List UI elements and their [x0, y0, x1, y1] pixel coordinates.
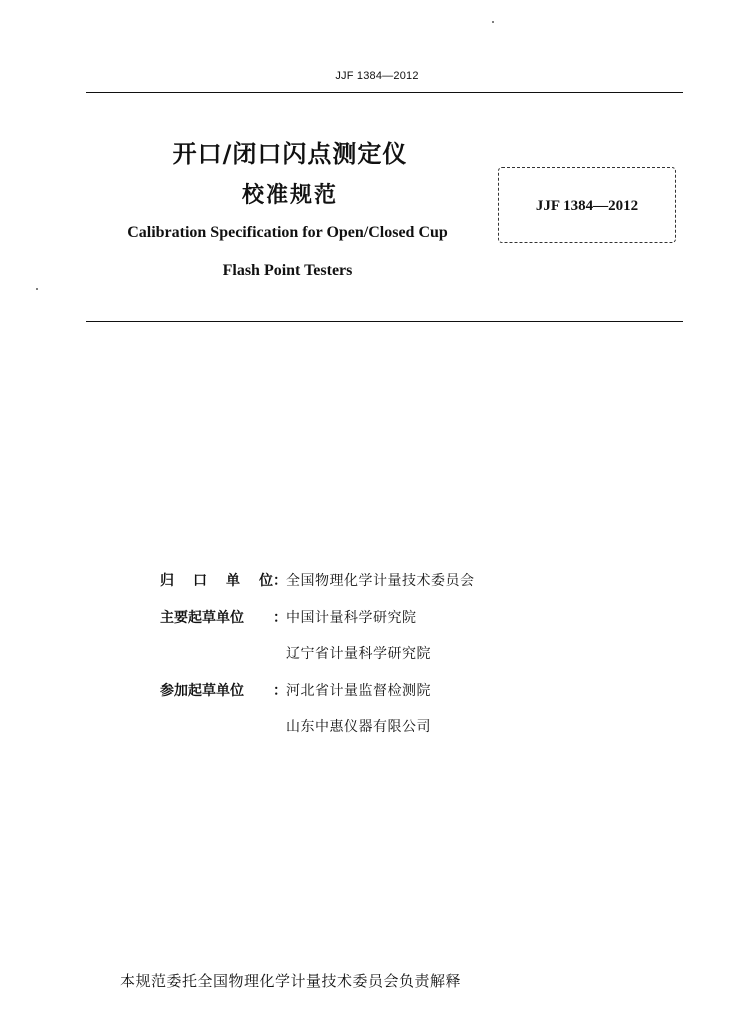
title-rule	[86, 321, 683, 322]
label-colon: ：	[273, 610, 287, 626]
value-main-drafting-unit-2: 辽宁省计量科学研究院	[286, 646, 431, 662]
header-rule	[86, 92, 683, 93]
title-chinese-line1: 开口/闭口闪点测定仪	[172, 140, 408, 168]
title-english-line2: Flash Point Testers	[222, 262, 353, 279]
value-participating-unit-1: 河北省计量监督检测院	[286, 683, 431, 699]
scan-speck	[36, 288, 38, 290]
label-colon: ：	[273, 573, 287, 589]
value-centralized-unit: 全国物理化学计量技术委员会	[286, 573, 475, 589]
title-chinese-line2: 校准规范	[241, 183, 338, 208]
label-participating-units: 参加起草单位	[160, 683, 244, 699]
value-main-drafting-unit-1: 中国计量科学研究院	[286, 610, 417, 626]
label-centralized-unit	[160, 570, 280, 590]
label-colon: ：	[273, 683, 287, 699]
code-box-text: JJF 1384—2012	[535, 198, 639, 214]
label-char: 单	[226, 573, 240, 589]
label-char: 口	[193, 573, 207, 589]
label-char: 位	[259, 573, 273, 589]
label-char: 归	[160, 573, 174, 589]
label-main-drafting-units: 主要起草单位	[160, 610, 244, 626]
title-english-line1: Calibration Specification for Open/Closed Cup	[127, 224, 448, 241]
scan-speck	[492, 21, 494, 23]
label-centralized-unit-text	[160, 570, 273, 590]
value-participating-unit-2: 山东中惠仪器有限公司	[286, 719, 431, 735]
header-code: JJF 1384—2012	[335, 70, 419, 82]
footer-interpretation-note: 本规范委托全国物理化学计量技术委员会负责解释	[120, 972, 462, 990]
